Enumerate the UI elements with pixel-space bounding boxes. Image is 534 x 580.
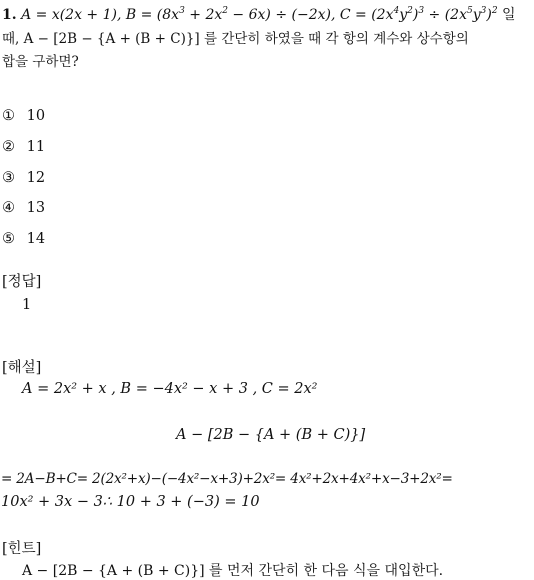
choice-mark: ④: [2, 200, 15, 216]
question-line-1: [2, 4, 516, 24]
explanation-calc-1: = 2A−B+C= 2(2x²+x)−(−4x²−x+3)+2x²= 4x²+2x+4x²+x−3+2x²=: [1, 471, 453, 487]
explanation-label: [해설]: [2, 360, 42, 376]
question-text-part: A = x(2x + 1), $B = (8x^3 + 2x^2 - 6x) \div (-2x)$, $C = (2x^4y^2)^3 \div (2x^5y^3)^2$: [21, 6, 498, 23]
choice-value: 14: [26, 231, 46, 247]
choice-value: 13: [26, 200, 46, 216]
choice-mark: ②: [2, 139, 15, 155]
choice-mark: ③: [2, 170, 15, 186]
choice-4[interactable]: [2, 200, 45, 216]
explanation-calc-2: 10x² + 3x − 3∴ 10 + 3 + (−3) = 10: [1, 494, 260, 510]
choice-5[interactable]: [2, 231, 45, 247]
question-text-suffix: 일: [497, 7, 516, 23]
explanation-definitions: A = 2x² + x , B = −4x² − x + 3 , C = 2x²: [22, 381, 318, 397]
choice-value: 10: [26, 108, 46, 124]
explanation-expression: A − [2B − {A + (B + C)}]: [176, 427, 366, 443]
choice-mark: ⑤: [2, 231, 15, 247]
question-line-3: 합을 구하면?: [2, 54, 79, 70]
answer-label: [정답]: [2, 274, 42, 290]
question-number: 1.: [2, 7, 17, 23]
choice-2[interactable]: [2, 139, 45, 155]
hint-label: [힌트]: [2, 541, 42, 557]
hint-text: A − [2B − {A + (B + C)}] 를 먼저 간단히 한 다음 식을 대입한다.: [22, 563, 444, 579]
choice-mark: ①: [2, 108, 15, 124]
question-line-2: 때, A − [2B − {A + (B + C)}] 를 간단히 하였을 때 각 항의 계수와 상수항의: [2, 31, 469, 47]
choice-value: 12: [26, 170, 46, 186]
answer-value: 1: [22, 297, 32, 313]
choice-1[interactable]: [2, 108, 45, 124]
choice-3[interactable]: [2, 170, 45, 186]
choice-value: 11: [26, 139, 46, 155]
